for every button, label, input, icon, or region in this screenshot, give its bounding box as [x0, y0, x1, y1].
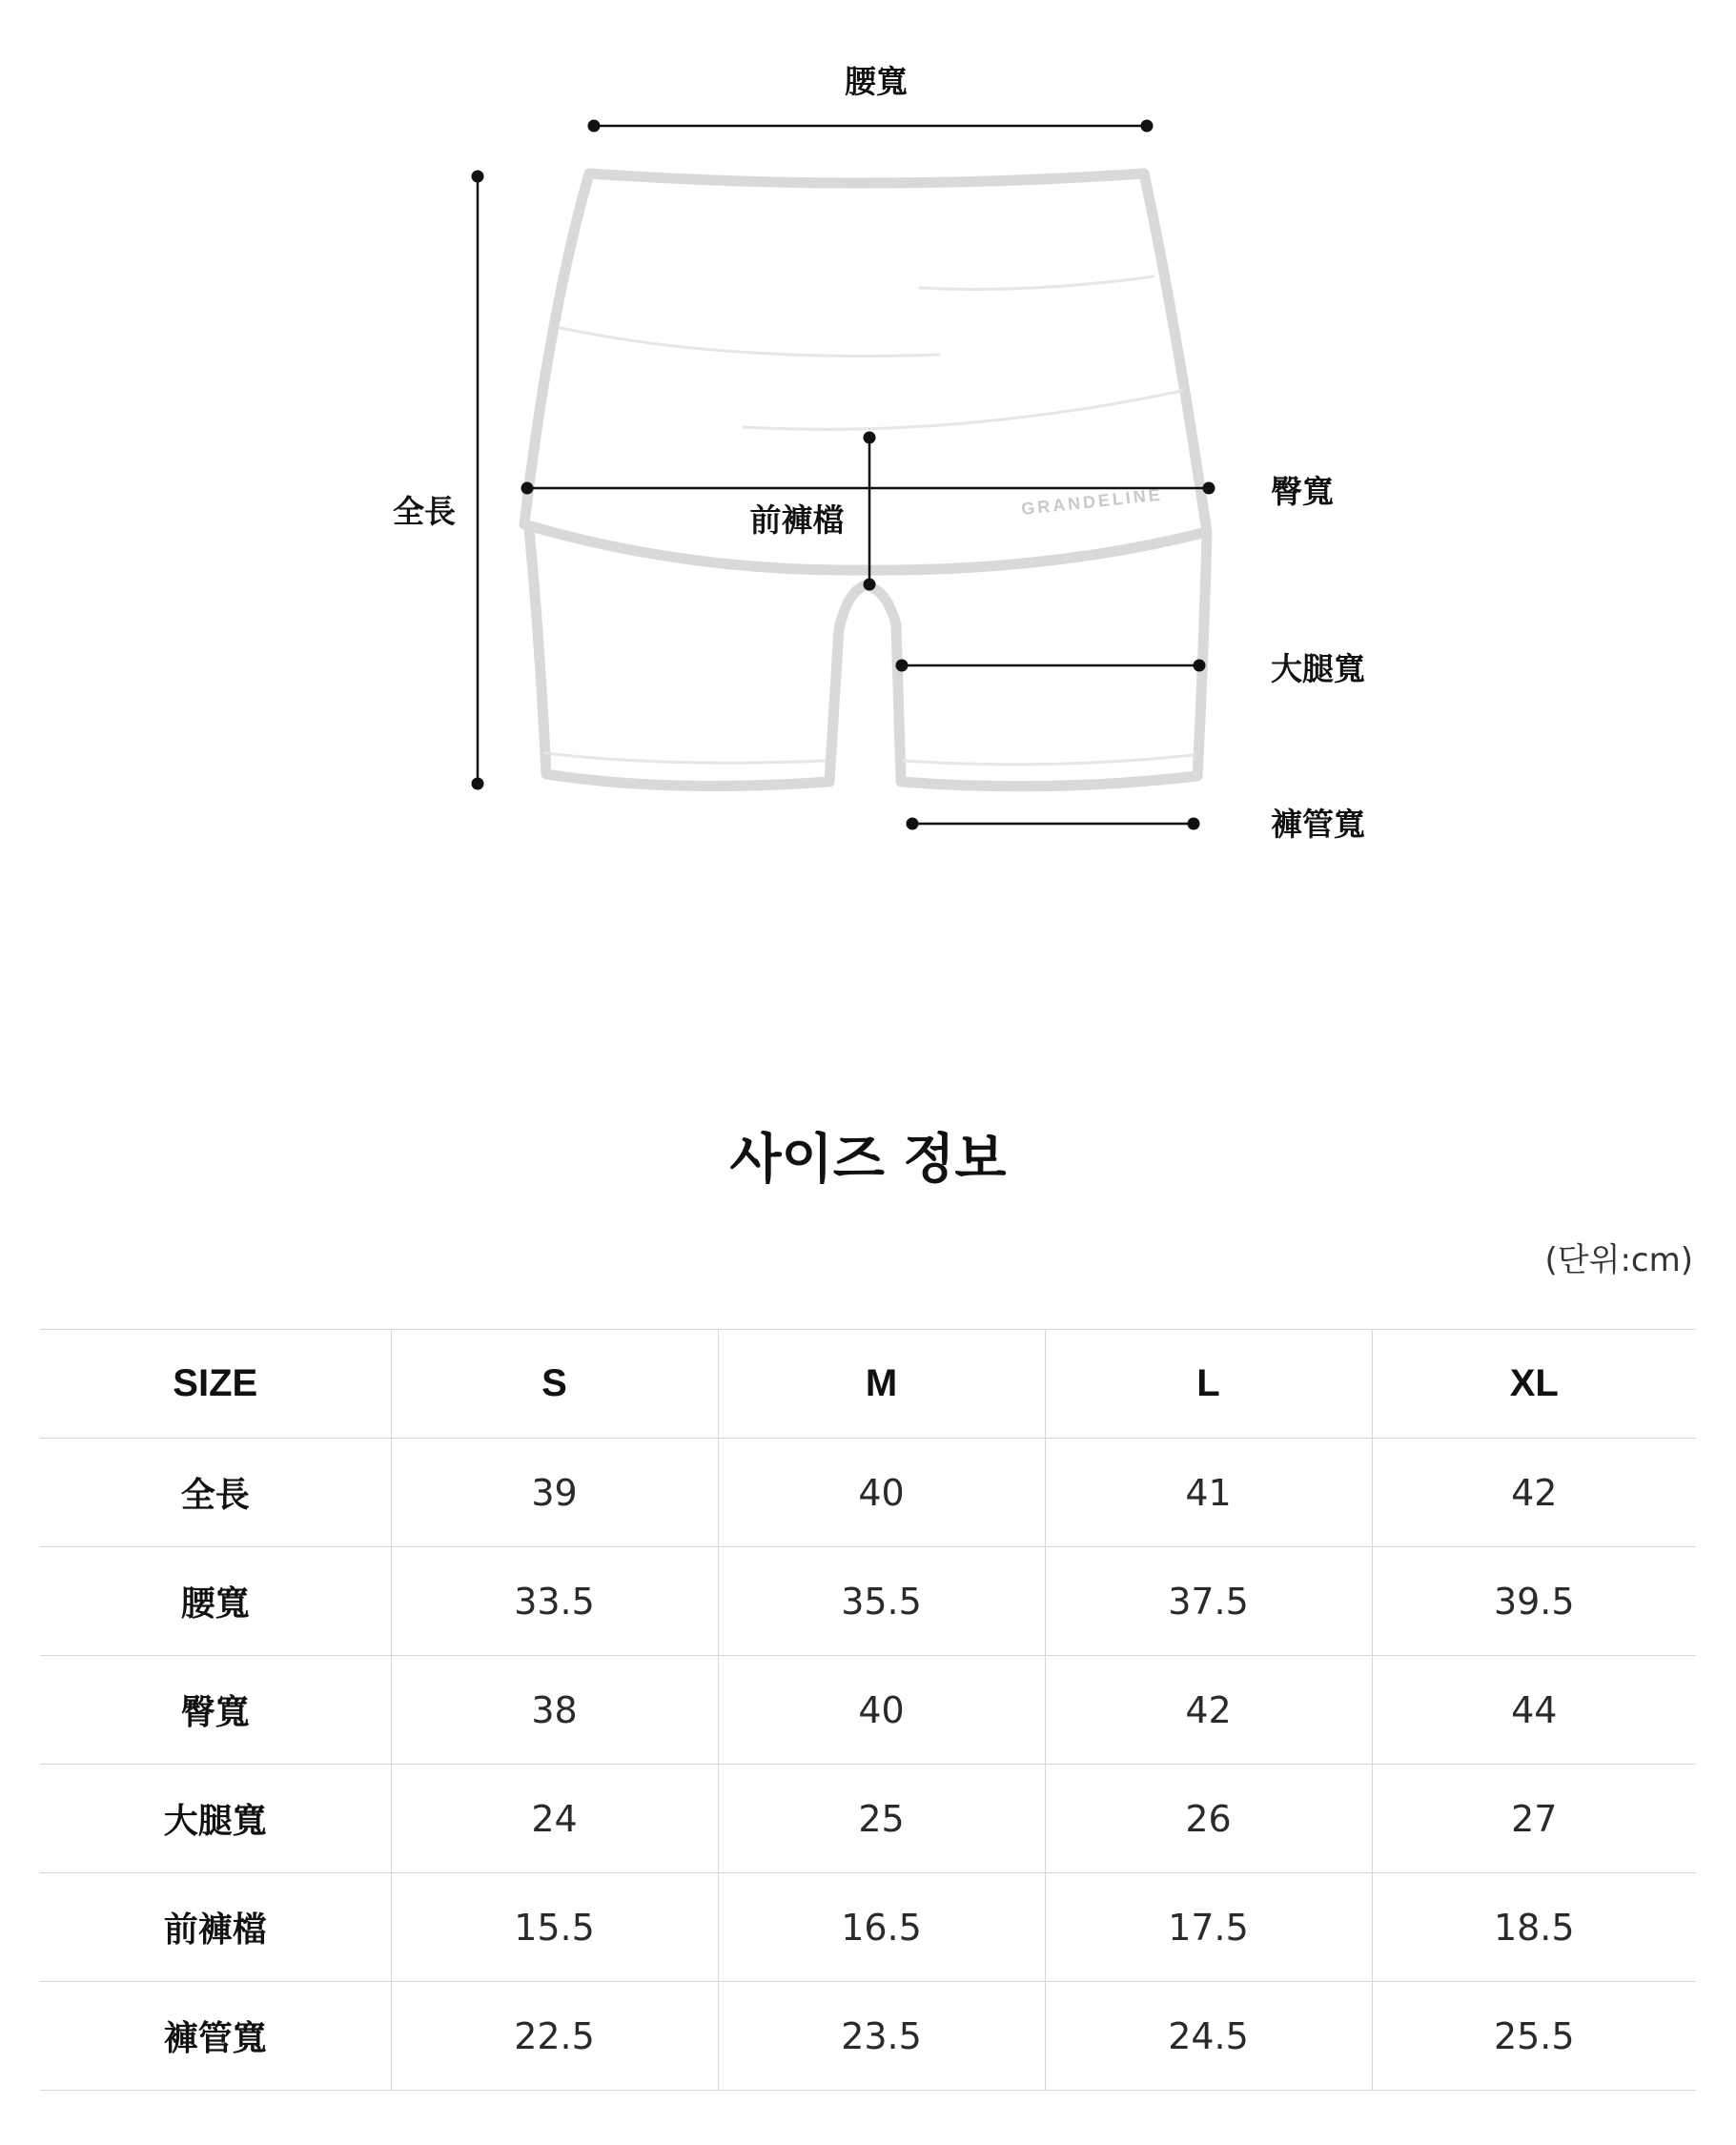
brand-watermark: GRANDELINE	[1020, 484, 1164, 519]
table-cell: 41	[1045, 1439, 1372, 1547]
table-cell: 39.5	[1372, 1547, 1696, 1656]
table-cell: 15.5	[391, 1873, 718, 1982]
header-cell: M	[718, 1330, 1045, 1439]
table-cell: 38	[391, 1656, 718, 1765]
row-label: 全長	[40, 1439, 391, 1547]
length-label: 全長	[393, 493, 456, 530]
table-cell: 33.5	[391, 1547, 718, 1656]
table-cell: 27	[1372, 1765, 1696, 1873]
table-cell: 26	[1045, 1765, 1372, 1873]
table-cell: 16.5	[718, 1873, 1045, 1982]
page-title: 사이즈 정보	[729, 1129, 1007, 1191]
row-label: 褲管寬	[40, 1982, 391, 2091]
shorts-measurement-diagram	[0, 0, 1736, 915]
table-cell: 17.5	[1045, 1873, 1372, 1982]
table-row	[40, 1982, 1696, 2091]
measurement-lines	[478, 126, 1209, 824]
table-cell: 40	[718, 1656, 1045, 1765]
header-cell: SIZE	[40, 1330, 391, 1439]
table-cell: 24	[391, 1765, 718, 1873]
header-cell: L	[1045, 1330, 1372, 1439]
table-header-row	[40, 1330, 1696, 1439]
waist-label: 腰寬	[845, 63, 908, 100]
hem-label: 褲管寬	[1271, 806, 1365, 843]
table-cell: 37.5	[1045, 1547, 1372, 1656]
row-label: 大腿寬	[40, 1765, 391, 1873]
header-cell: XL	[1372, 1330, 1696, 1439]
front-rise-label: 前褲檔	[749, 501, 845, 539]
table-cell: 25	[718, 1765, 1045, 1873]
table-cell: 23.5	[718, 1982, 1045, 2091]
row-label: 臀寬	[40, 1656, 391, 1765]
table-cell: 18.5	[1372, 1873, 1696, 1982]
table-cell: 42	[1372, 1439, 1696, 1547]
measurement-endpoints	[472, 120, 1215, 830]
row-label: 腰寬	[40, 1547, 391, 1656]
table-row	[40, 1656, 1696, 1765]
table-row	[40, 1439, 1696, 1547]
table-cell: 42	[1045, 1656, 1372, 1765]
table-cell: 24.5	[1045, 1982, 1372, 2091]
table-cell: 22.5	[391, 1982, 718, 2091]
header-cell: S	[391, 1330, 718, 1439]
table-cell: 25.5	[1372, 1982, 1696, 2091]
table-row	[40, 1765, 1696, 1873]
row-label: 前褲檔	[40, 1873, 391, 1982]
table-row	[40, 1547, 1696, 1656]
hip-label: 臀寬	[1271, 473, 1334, 510]
table-cell: 39	[391, 1439, 718, 1547]
table-cell: 35.5	[718, 1547, 1045, 1656]
shorts-illustration	[524, 174, 1207, 786]
thigh-label: 大腿寬	[1271, 650, 1365, 687]
unit-note: (단위:cm)	[1544, 1241, 1693, 1279]
size-table	[40, 1329, 1696, 2091]
table-cell: 44	[1372, 1656, 1696, 1765]
table-cell: 40	[718, 1439, 1045, 1547]
table-row	[40, 1873, 1696, 1982]
